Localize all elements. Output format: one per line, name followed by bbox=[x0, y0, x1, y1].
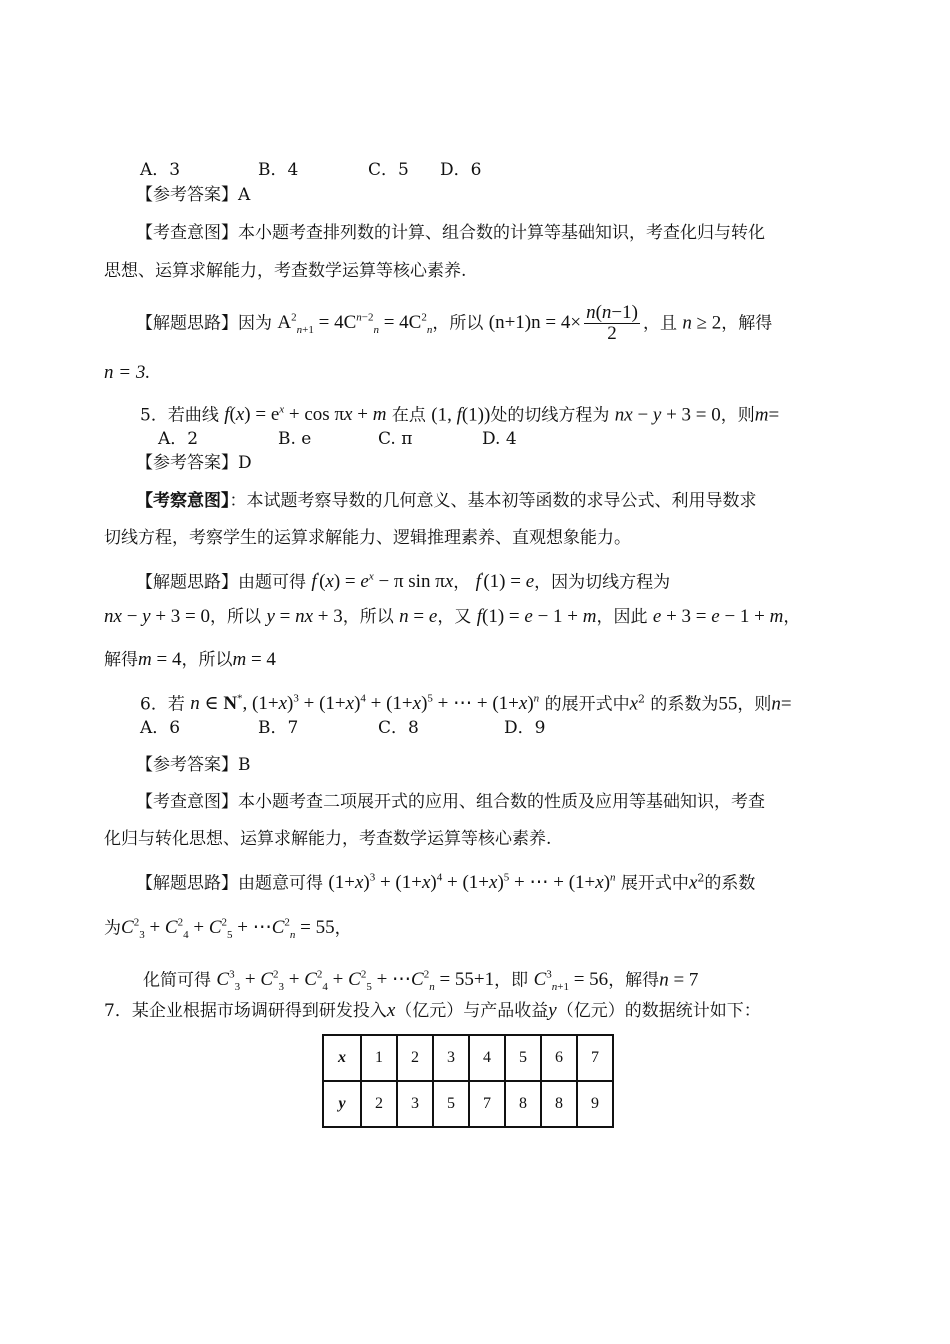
table-cell: 2 bbox=[361, 1081, 397, 1127]
table-cell: 6 bbox=[541, 1035, 577, 1081]
q4-options bbox=[140, 159, 481, 181]
q6-option-b: B．7 bbox=[258, 718, 299, 738]
q4-solution: 【解题思路】因为 $A^2_{n+1} = 4C^{n-2}_n = 4C^2_n$，所以 (n+1)n = 4× $\frac{n(n-1)}{2}$ ，且 n ≥ 2，解得 bbox=[136, 302, 773, 345]
q7-data-table bbox=[322, 1034, 614, 1128]
q4-answer-value: A bbox=[238, 185, 251, 205]
table-cell: 5 bbox=[433, 1081, 469, 1127]
q6-option-d: D．9 bbox=[504, 718, 546, 738]
q6-intent-line2: 化归与转化思想、运算求解能力，考查数学运算等核心素养. bbox=[104, 829, 552, 849]
q6-intent-line1: 【考查意图】本小题考查二项展开式的应用、组合数的性质及应用等基础知识，考查 bbox=[136, 792, 765, 812]
table-cell: 9 bbox=[577, 1081, 613, 1127]
q6-solution-line1: 【解题思路】由题意可得 $(1+x)^3 + (1+x)^4 + (1+x)^5$ + ⋯ + $(1+x)^n$ 展开式中$x^2$的系数 bbox=[136, 871, 756, 894]
table-cell: 8 bbox=[541, 1081, 577, 1127]
q6-options bbox=[140, 717, 545, 739]
q4-option-d: D．6 bbox=[440, 160, 482, 180]
q4-option-b: B．4 bbox=[258, 160, 299, 180]
q6-solution-line2: 为$C^2_3 + C^2_4 + C^2_5$ + $\cdots C^2_n = 55$， bbox=[104, 917, 352, 942]
q5-intent-line2: 切线方程，考察学生的运算求解能力、逻辑推理素养、直观想象能力。 bbox=[104, 528, 631, 548]
q6-option-c: C．8 bbox=[378, 718, 419, 738]
q5-option-b: B. e bbox=[278, 429, 312, 449]
table-cell: 8 bbox=[505, 1081, 541, 1127]
q4-intent-line1: 【考查意图】本小题考查排列数的计算、组合数的计算等基础知识，考查化归与转化 bbox=[136, 223, 765, 243]
table-header-y: y bbox=[323, 1081, 361, 1127]
q5-answer-value: D bbox=[238, 453, 252, 473]
q5-solution-line1: 【解题思路】由题可得 $f'(x) = e^x - \pi$ sin πx， f′(1) = e，因为切线方程为 bbox=[136, 571, 671, 593]
q5-point: (1, f(1)) bbox=[431, 404, 491, 426]
q5-options bbox=[158, 428, 517, 450]
table-header-x: x bbox=[323, 1035, 361, 1081]
q5-stem: 5．若曲线 $f(x) = e^x + \cos \pi x + m$ 在点 (1, f(1))处的切线方程为 nx − y + 3 = 0，则m= bbox=[140, 404, 780, 426]
q5-function: $f(x) = e^x + \cos \pi x + m$ bbox=[224, 404, 387, 426]
q4-formula-1: $A^2_{n+1} = 4C^{n-2}_n = 4C^2_n$ bbox=[277, 312, 433, 337]
table-cell: 2 bbox=[397, 1035, 433, 1081]
q5-tangent-line: nx − y + 3 = 0 bbox=[614, 404, 721, 426]
table-cell: 3 bbox=[397, 1081, 433, 1127]
q6-stem: 6．若 n ∈ N*, $(1+x)^3 + (1+x)^4 + (1+x)^5$ + ⋯ + $(1+x)^n$ 的展开式中$x^2$ 的系数为55，则n= bbox=[140, 692, 792, 715]
q4-formula-3: n bbox=[682, 312, 692, 334]
q7-stem: 7．某企业根据市场调研得到研发投入x（亿元）与产品收益y（亿元）的数据统计如下： bbox=[104, 1000, 761, 1021]
q4-conclusion: n = 3. bbox=[104, 362, 151, 383]
table-row-x bbox=[323, 1035, 613, 1081]
q4-formula-2: (n+1)n = 4× $\frac{n(n-1)}{2}$ bbox=[488, 302, 638, 345]
table-cell: 4 bbox=[469, 1035, 505, 1081]
table-cell: 7 bbox=[469, 1081, 505, 1127]
table-cell: 7 bbox=[577, 1035, 613, 1081]
q5-option-a: A．2 bbox=[158, 429, 199, 449]
q6-answer-value: B bbox=[238, 755, 251, 775]
table-cell: 1 bbox=[361, 1035, 397, 1081]
table-cell: 5 bbox=[505, 1035, 541, 1081]
q4-option-a: A．3 bbox=[140, 160, 181, 180]
q4-option-c: C．5 bbox=[368, 160, 409, 180]
q5-option-d: D. 4 bbox=[482, 429, 517, 449]
q5-intent-line1: 【考察意图】：本试题考察导数的几何意义、基本初等函数的求导公式、利用导数求 bbox=[136, 491, 757, 511]
q5-solution-line2: nx − y + 3 = 0，所以 y = nx + 3，所以 n = e，又 f(1) = e − 1 + m，因此 e + 3 = e − 1 + m， bbox=[104, 606, 801, 627]
table-row-y bbox=[323, 1081, 613, 1127]
q5-answer: 【参考答案】D bbox=[136, 453, 252, 473]
q4-intent-line2: 思想、运算求解能力，考查数学运算等核心素养. bbox=[104, 261, 467, 281]
q6-option-a: A．6 bbox=[140, 718, 181, 738]
q6-solution-line3: 化简可得 $C^3_3 + C^2_3 + C^2_4 + C^2_5$ + $\cdots C^2_n = 55+1$，即 $C^3_{n+1} = 56$，解得n = 7 bbox=[143, 969, 699, 994]
q5-option-c: C. π bbox=[378, 429, 413, 449]
q6-answer: 【参考答案】B bbox=[136, 755, 251, 775]
table-cell: 3 bbox=[433, 1035, 469, 1081]
q4-answer: 【参考答案】A bbox=[136, 185, 251, 205]
q5-solution-line3: 解得m = 4，所以m = 4 bbox=[104, 649, 276, 670]
